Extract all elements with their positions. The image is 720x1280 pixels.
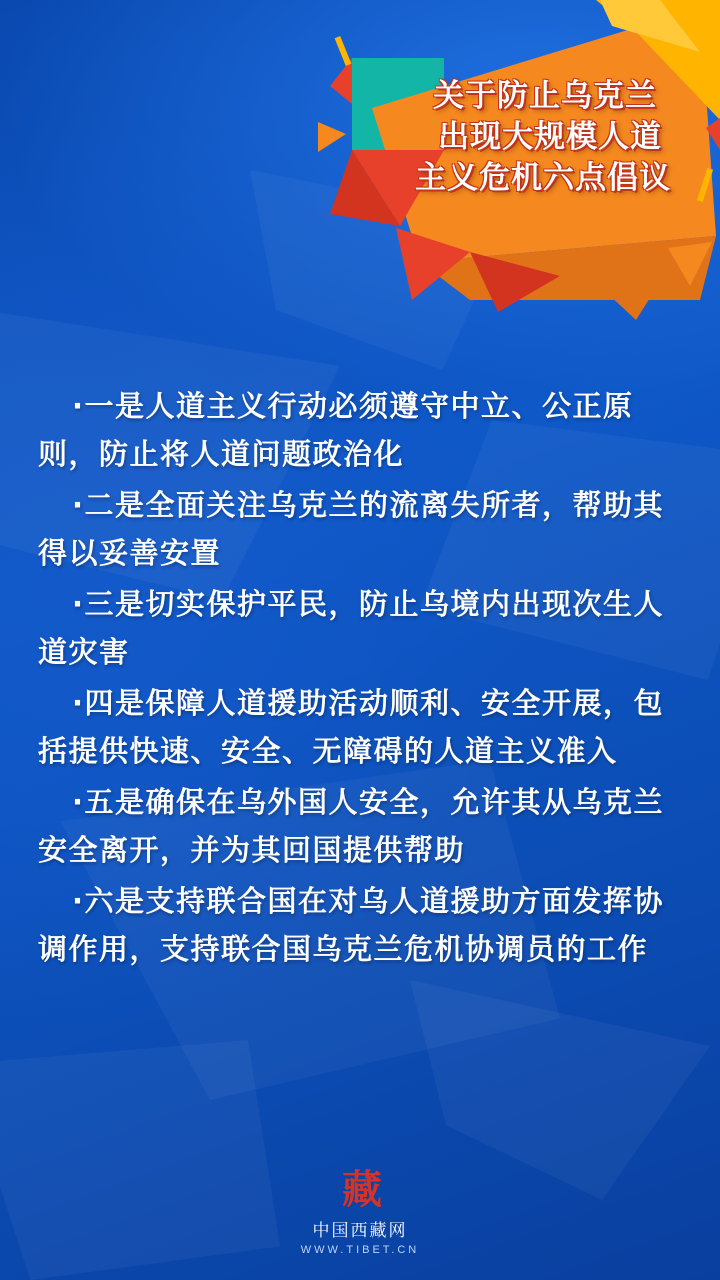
site-url: WWW.TIBET.CN — [300, 1244, 420, 1256]
site-name: 中国西藏网 — [312, 1221, 408, 1241]
title-line-2: 出现大规模人道 — [438, 119, 662, 155]
header-banner — [0, 0, 720, 330]
list-item: ·二是全面关注乌克兰的流离失所者，帮助其得以妥善安置 — [38, 488, 665, 570]
tibet-logo-icon — [329, 1166, 391, 1214]
title-line-3: 主义危机六点倡议 — [415, 160, 671, 196]
title-line-1: 关于防止乌克兰 — [433, 78, 657, 114]
logo-glyph: 藏 — [342, 1166, 378, 1213]
list-item: ·一是人道主义行动必须遵守中立、公正原则，防止将人道问题政治化 — [38, 389, 634, 471]
list-item: ·五是确保在乌外国人安全，允许其从乌克兰安全离开，并为其回国提供帮助 — [38, 785, 665, 867]
proposal-list — [38, 382, 688, 976]
page-title — [400, 76, 690, 199]
list-item: ·三是切实保护平民，防止乌境内出现次生人道灾害 — [38, 587, 665, 669]
list-item: ·四是保障人道援助活动顺利、安全开展，包括提供快速、安全、无障碍的人道主义准入 — [38, 686, 665, 768]
footer-branding — [0, 1166, 720, 1258]
list-item: ·六是支持联合国在对乌人道援助方面发挥协调作用，支持联合国乌克兰危机协调员的工作 — [38, 884, 665, 966]
